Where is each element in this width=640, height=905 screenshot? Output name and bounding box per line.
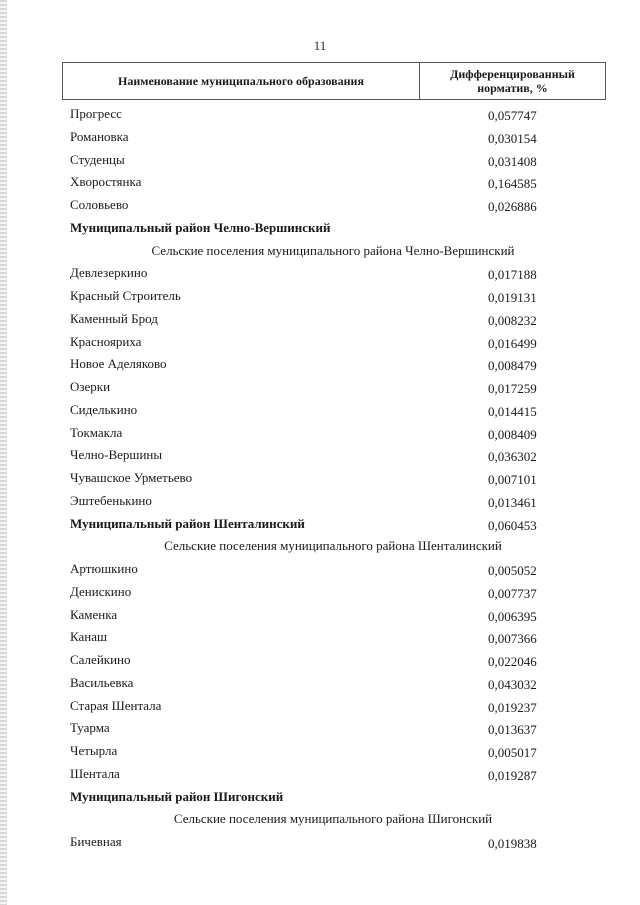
table-body (0, 103, 640, 854)
subheader-text: Сельские поселения муниципального района Шенталинский (164, 538, 502, 554)
subheader-text: Сельские поселения муниципального района Шигонский (173, 811, 493, 827)
header-value-line2: норматив, % (477, 81, 548, 95)
district-name: Муниципальный район Шигонский (70, 788, 284, 804)
normative-value: 0,007737 (488, 585, 537, 601)
normative-value: 0,013637 (488, 722, 537, 738)
settlement-name: Челно-Вершины (70, 447, 163, 463)
table-row (0, 331, 640, 354)
normative-value: 0,164585 (488, 176, 537, 192)
settlement-name: Каменка (70, 606, 118, 622)
normative-value: 0,030154 (488, 130, 537, 146)
table-row (0, 422, 640, 445)
settlement-name: Артюшкино (70, 561, 138, 576)
table-row (0, 626, 640, 649)
settlement-name: Новое Аделяково (70, 356, 167, 372)
settlement-name: Красный Строитель (70, 288, 181, 303)
normative-value: 0,007366 (488, 631, 537, 647)
table-row (0, 740, 640, 763)
header-value-line1: Дифференцированный (450, 67, 575, 81)
normative-value: 0,019287 (488, 767, 537, 783)
normative-value: 0,008479 (488, 358, 537, 374)
normative-value: 0,005052 (488, 563, 537, 578)
normative-value: 0,016499 (488, 335, 537, 351)
normative-value: 0,026886 (488, 199, 537, 214)
page-number: 11 (313, 38, 327, 53)
table-row (0, 649, 640, 672)
district-name: Муниципальный район Челно-Вершинский (70, 219, 331, 235)
table-row (0, 717, 640, 740)
district-heading-row (0, 217, 640, 240)
settlement-name: Краснояриха (70, 333, 142, 349)
table-row (0, 353, 640, 376)
table-row (0, 490, 640, 513)
subheader-row (0, 535, 640, 558)
normative-value: 0,013461 (488, 494, 537, 510)
settlement-name: Романовка (70, 128, 129, 144)
table-row (0, 604, 640, 627)
settlement-name: Прогресс (70, 106, 122, 121)
settlement-name: Салейкино (70, 652, 131, 667)
settlement-name: Шентала (70, 765, 120, 781)
settlement-name: Эштебенькино (70, 492, 152, 508)
table-row (0, 763, 640, 786)
settlement-name: Старая Шентала (70, 697, 162, 713)
normative-value: 0,057747 (488, 108, 537, 123)
normative-value: 0,022046 (488, 654, 537, 669)
table-row (0, 831, 640, 854)
settlement-name: Туарма (70, 720, 110, 736)
normative-value: 0,043032 (488, 676, 537, 692)
subheader-row (0, 808, 640, 831)
settlement-name: Четырла (70, 743, 118, 758)
settlement-name: Девлезеркино (70, 265, 148, 281)
settlement-name: Соловьево (70, 197, 129, 212)
settlement-name: Чувашское Урметьево (70, 470, 193, 485)
settlement-name: Васильевка (70, 674, 134, 690)
subheader-row (0, 240, 640, 263)
settlement-name: Хворостянка (70, 174, 142, 190)
table-row (0, 558, 640, 581)
normative-value: 0,017259 (488, 381, 537, 396)
table-row (0, 308, 640, 331)
table-row (0, 376, 640, 399)
settlement-name: Озерки (70, 379, 111, 394)
district-heading-row (0, 786, 640, 809)
normative-value: 0,005017 (488, 745, 537, 760)
normative-value: 0,014415 (488, 403, 537, 419)
table-row (0, 126, 640, 149)
settlement-name: Денискино (70, 583, 132, 599)
subheader-text: Сельские поселения муниципального района Челно-Вершинский (151, 242, 515, 258)
normative-value: 0,007101 (488, 472, 537, 487)
table-row (0, 581, 640, 604)
table-row (0, 444, 640, 467)
settlement-name: Бичевная (70, 834, 122, 849)
normative-value: 0,008409 (488, 426, 537, 442)
normative-value: 0,019237 (488, 699, 537, 715)
table-row (0, 467, 640, 490)
settlement-name: Токмакла (70, 424, 123, 440)
table-row (0, 285, 640, 308)
table-row (0, 171, 640, 194)
settlement-name: Каменный Брод (70, 310, 158, 326)
normative-value: 0,019131 (488, 290, 537, 305)
table-row (0, 149, 640, 172)
table-row (0, 399, 640, 422)
settlement-name: Канаш (70, 629, 108, 645)
table-header (62, 62, 606, 100)
district-heading-row (0, 513, 640, 536)
table-row (0, 672, 640, 695)
header-name-column: Наименование муниципального образования (63, 63, 420, 99)
settlement-name: Студенцы (70, 151, 125, 167)
normative-value: 0,006395 (488, 608, 537, 624)
district-name: Муниципальный район Шенталинский (70, 515, 305, 531)
normative-value: 0,008232 (488, 312, 537, 328)
table-row (0, 262, 640, 285)
table-row (0, 695, 640, 718)
normative-value: 0,019838 (488, 836, 537, 851)
normative-value: 0,060453 (488, 517, 537, 533)
table-row (0, 103, 640, 126)
normative-value: 0,017188 (488, 267, 537, 283)
table-row (0, 194, 640, 217)
normative-value: 0,031408 (488, 153, 537, 169)
settlement-name: Сиделькино (70, 401, 138, 417)
normative-value: 0,036302 (488, 449, 537, 465)
header-value-column (420, 63, 605, 99)
